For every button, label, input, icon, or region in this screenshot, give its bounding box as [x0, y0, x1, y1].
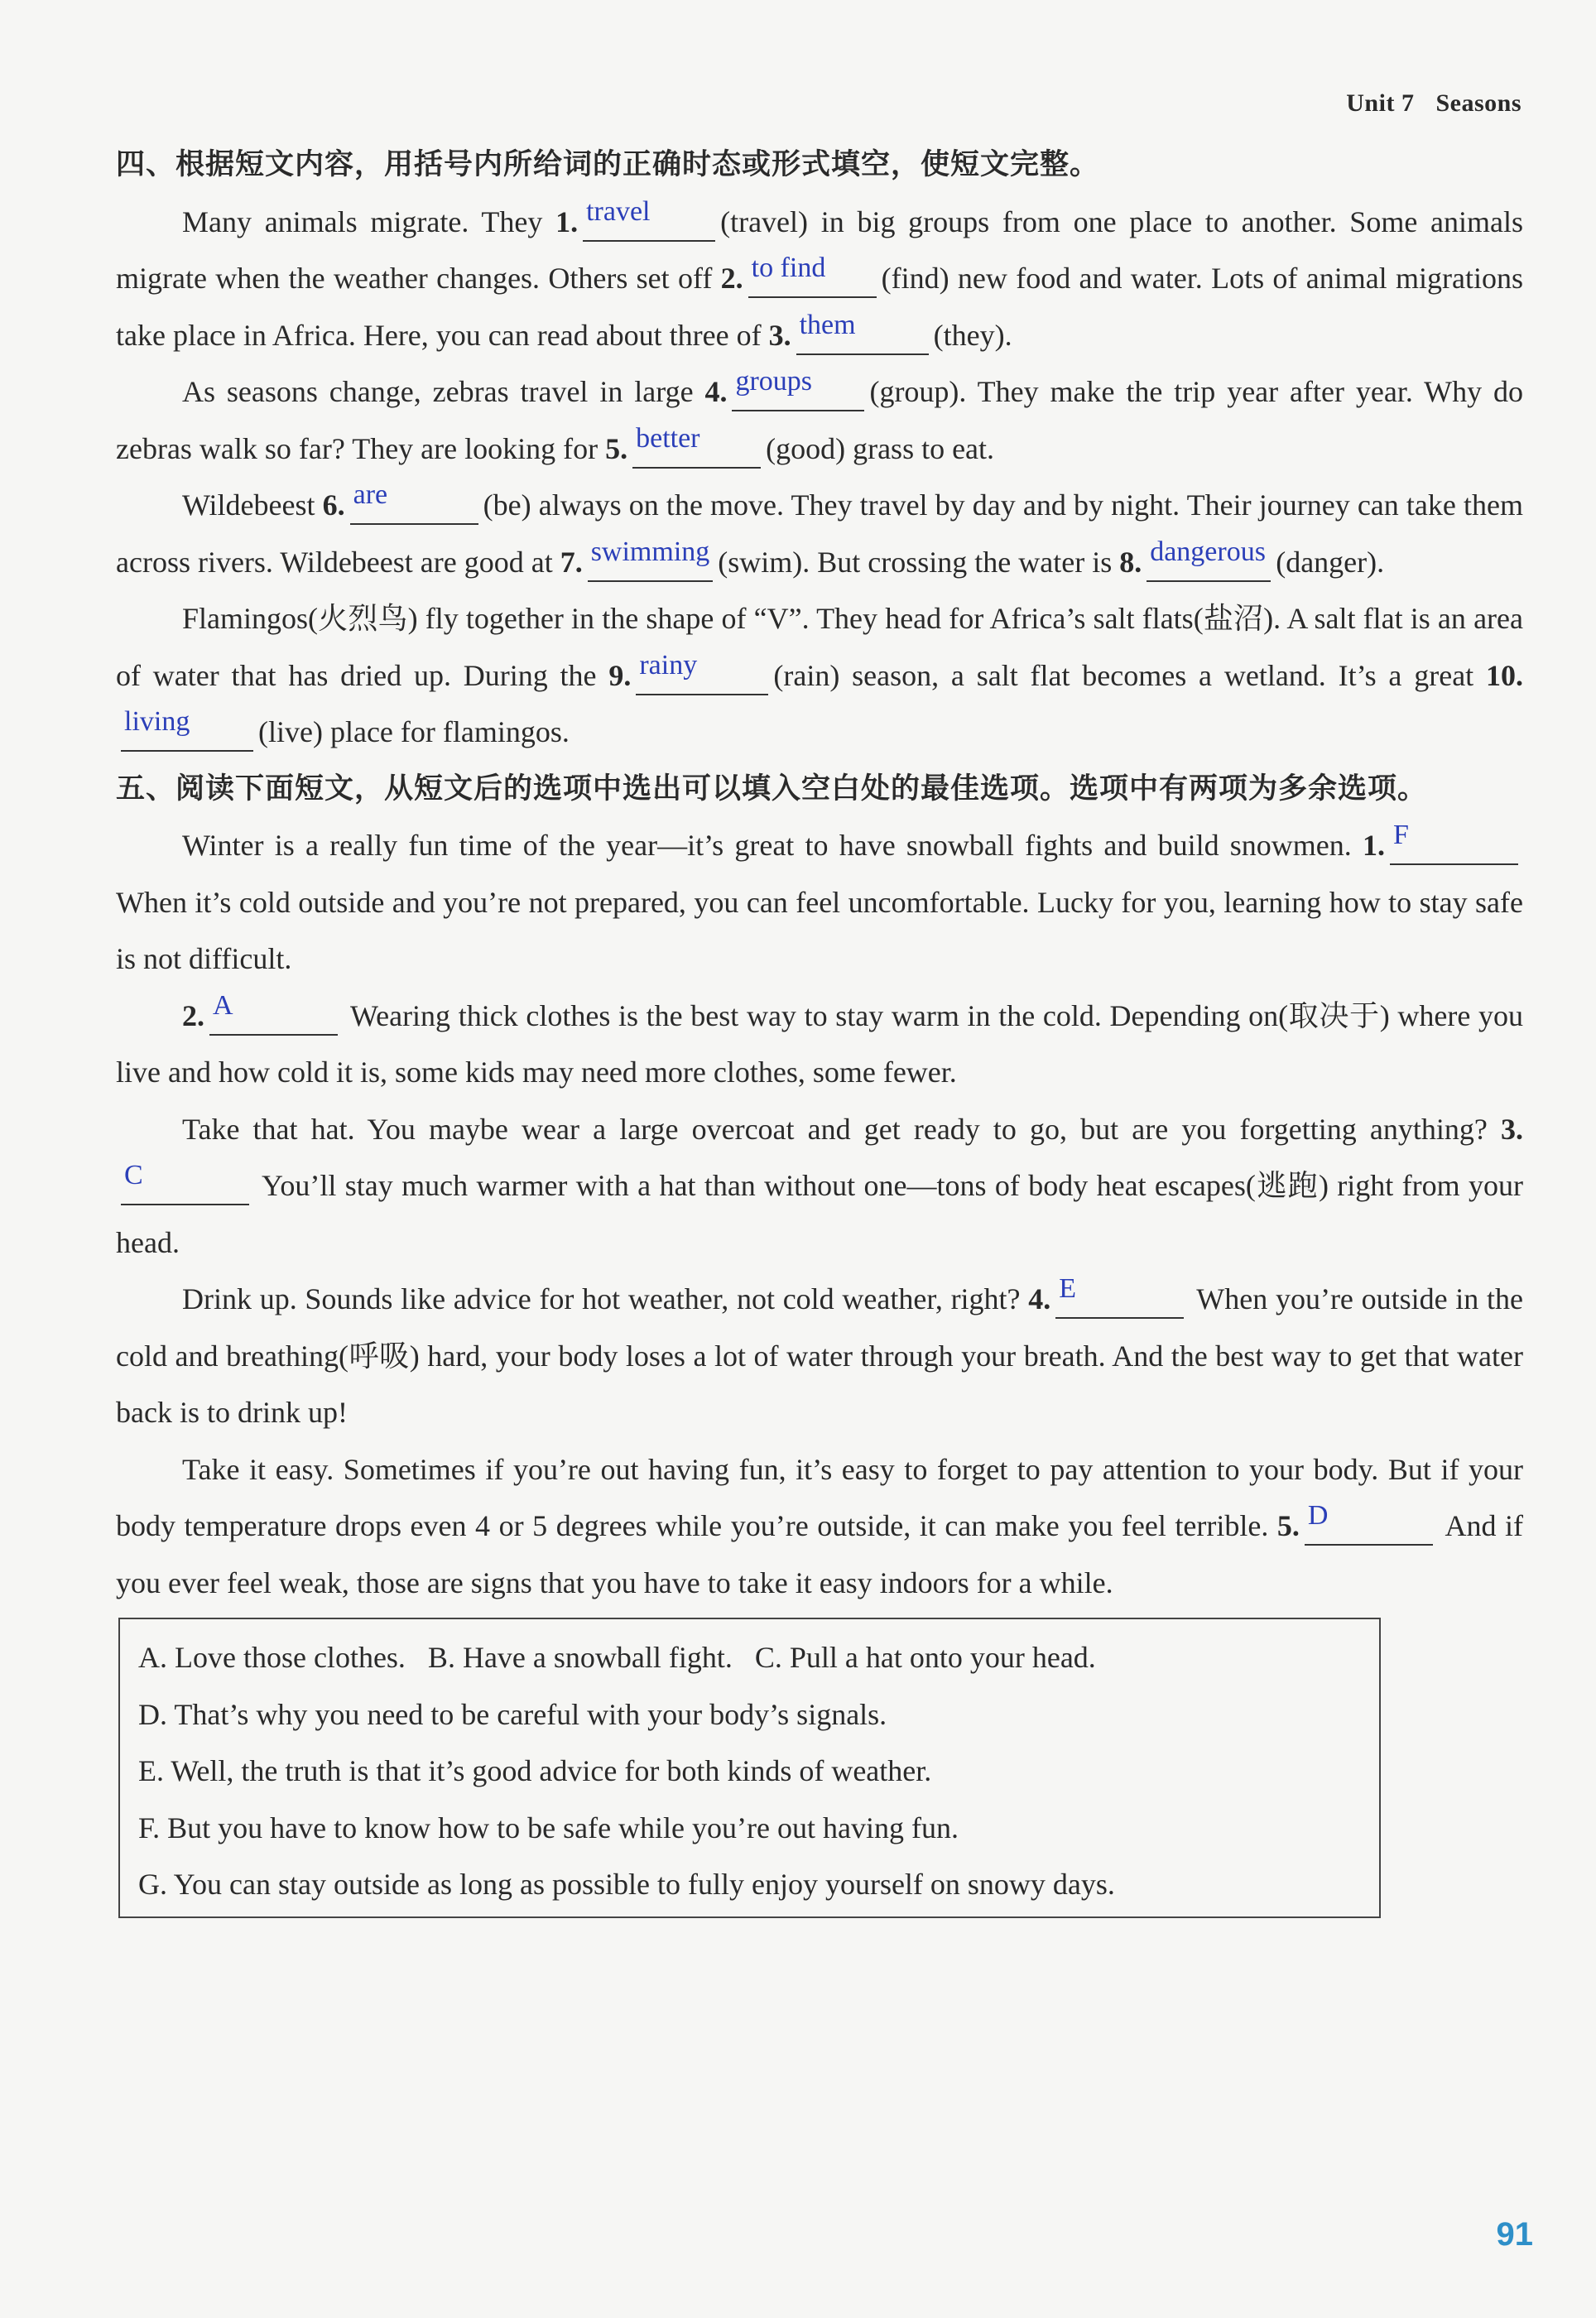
answer-blank	[209, 989, 338, 1036]
question-number: 5.	[1276, 1509, 1300, 1542]
text: You’ll stay much warmer with a hat than without one—tons of body heat escapes(逃跑) right from your head.	[116, 1169, 1523, 1259]
text: When you’re outside in the cold and breathing(呼吸) hard, your body loses a lot of water through your breath. And the best way to get that water back is to drink up!	[116, 1282, 1523, 1429]
answer-blank	[1390, 820, 1518, 865]
answer-blank	[121, 1160, 249, 1205]
unit-topic: Seasons	[1435, 89, 1521, 117]
handwritten-answer: rainy	[639, 649, 698, 680]
handwritten-answer: D	[1307, 1500, 1329, 1531]
section-4-paragraph-4	[116, 590, 1523, 761]
handwritten-answer: better	[636, 422, 700, 454]
question-number: 5.	[605, 431, 628, 465]
handwritten-answer: living	[124, 706, 190, 737]
section-4-paragraph-2	[116, 363, 1523, 477]
answer-blank	[636, 649, 768, 695]
option-line: D. That’s why you need to be careful with your body’s signals.	[138, 1697, 887, 1731]
page-number: 91	[1496, 2216, 1533, 2253]
text: Take it easy. Sometimes if you’re out having fun, it’s easy to forget to pay attention to your body. But if your body temperature drops even 4 or 5 degrees while you’re outside, it can make you feel terrible.	[116, 1452, 1523, 1542]
text: And if you ever feel weak, those are signs that you have to take it easy indoors for a while.	[116, 1509, 1523, 1599]
handwritten-answer: swimming	[590, 536, 710, 567]
unit-label: Unit 7	[1346, 89, 1415, 117]
text: (swim). But crossing the water is	[718, 545, 1120, 579]
section-5-paragraph-1	[116, 817, 1523, 988]
option-line: E. Well, the truth is that it’s good advice for both kinds of weather.	[138, 1754, 932, 1787]
question-number: 2.	[182, 998, 204, 1032]
handwritten-answer: F	[1393, 820, 1409, 850]
answer-blank	[1147, 536, 1271, 582]
text: (they).	[933, 318, 1012, 352]
question-number: 1.	[555, 204, 579, 238]
text: Flamingos(火烈鸟) fly together in the shape of “V”. They head for Africa’s salt flats(盐沼). A salt flat is an area of water that has dried up. During the	[116, 602, 1523, 692]
question-number: 8.	[1119, 545, 1142, 579]
handwritten-answer: to find	[751, 252, 826, 283]
handwritten-answer: groups	[735, 366, 813, 397]
answer-blank	[732, 366, 864, 411]
text: Many animals migrate. They	[182, 204, 556, 238]
text: (live) place for flamingos.	[258, 715, 570, 748]
question-number: 4.	[1028, 1282, 1051, 1315]
text: Winter is a really fun time of the year—it’s great to have snowball fights and build snowmen.	[182, 829, 1363, 862]
answer-blank	[1055, 1273, 1184, 1319]
handwritten-answer: A	[213, 989, 233, 1021]
handwritten-answer: dangerous	[1150, 536, 1266, 567]
question-number: 2.	[720, 262, 743, 295]
question-number: 9.	[608, 658, 632, 692]
question-number: 6.	[322, 488, 345, 522]
answer-blank	[583, 195, 715, 242]
text: When it’s cold outside and you’re not prepared, you can feel uncomfortable. Lucky for you, learning how to stay safe is not difficult.	[116, 885, 1523, 975]
option-line: G. You can stay outside as long as possible to fully enjoy yourself on snowy days.	[138, 1868, 1115, 1901]
options-box	[118, 1618, 1381, 1918]
section-5-paragraph-2	[116, 988, 1523, 1101]
text: (group). They make the trip year after year. Why do zebras walk so far? They are looking for	[116, 375, 1523, 465]
handwritten-answer: them	[799, 309, 856, 340]
option-line: A. Love those clothes. B. Have a snowball fight. C. Pull a hat onto your head.	[138, 1641, 1096, 1674]
section-5-title: 五、阅读下面短文，从短文后的选项中选出可以填入空白处的最佳选项。选项中有两项为多余选项。	[116, 772, 1428, 806]
handwritten-answer: C	[124, 1160, 143, 1190]
handwritten-answer: are	[353, 479, 388, 510]
text: (travel) in big groups from one place to another. Some animals migrate when the weather changes. Others set off	[116, 204, 1523, 295]
answer-blank	[588, 536, 714, 582]
question-number: 1.	[1363, 829, 1385, 862]
text: (find) new food and water. Lots of animal migrations take place in Africa. Here, you can read about three of	[116, 262, 1523, 352]
text: Drink up. Sounds like advice for hot weather, not cold weather, right?	[182, 1282, 1029, 1315]
question-number: 3.	[1501, 1112, 1523, 1146]
option-line: F. But you have to know how to be safe while you’re out having fun.	[138, 1811, 959, 1844]
page-header	[1346, 89, 1521, 118]
answer-blank	[121, 706, 253, 752]
section-4-title: 四、根据短文内容，用括号内所给词的正确时态或形式填空，使短文完整。	[116, 148, 1100, 181]
page-content	[116, 137, 1523, 1918]
answer-blank	[796, 309, 929, 355]
text: Wearing thick clothes is the best way to stay warm in the cold. Depending on(取决于) where you live and how cold it is, some kids may need more clothes, some fewer.	[116, 998, 1523, 1089]
section-5-paragraph-3	[116, 1101, 1523, 1272]
handwritten-answer: E	[1059, 1273, 1077, 1304]
handwritten-answer: travel	[586, 195, 651, 227]
question-number: 7.	[560, 545, 583, 579]
answer-blank	[1305, 1500, 1433, 1546]
section-4-paragraph-3	[116, 477, 1523, 590]
question-number: 4.	[704, 375, 728, 408]
text: (good) grass to eat.	[766, 431, 995, 465]
section-5-paragraph-4	[116, 1271, 1523, 1441]
text: (rain) season, a salt flat becomes a wetland. It’s a great	[773, 658, 1486, 692]
text: (be) always on the move. They travel by day and by night. Their journey can take them across rivers. Wildebeest are good at	[116, 488, 1523, 579]
text: As seasons change, zebras travel in large	[182, 375, 705, 408]
text: Take that hat. You maybe wear a large overcoat and get ready to go, but are you forgetting anything?	[182, 1112, 1501, 1146]
text: Wildebeest	[182, 488, 323, 522]
answer-blank	[350, 479, 478, 525]
text: (danger).	[1276, 545, 1385, 579]
section-4-paragraph-1	[116, 194, 1523, 364]
question-number: 10.	[1486, 658, 1523, 692]
answer-blank	[748, 252, 877, 298]
question-number: 3.	[768, 318, 791, 352]
answer-blank	[632, 422, 761, 469]
section-5-paragraph-5	[116, 1441, 1523, 1612]
